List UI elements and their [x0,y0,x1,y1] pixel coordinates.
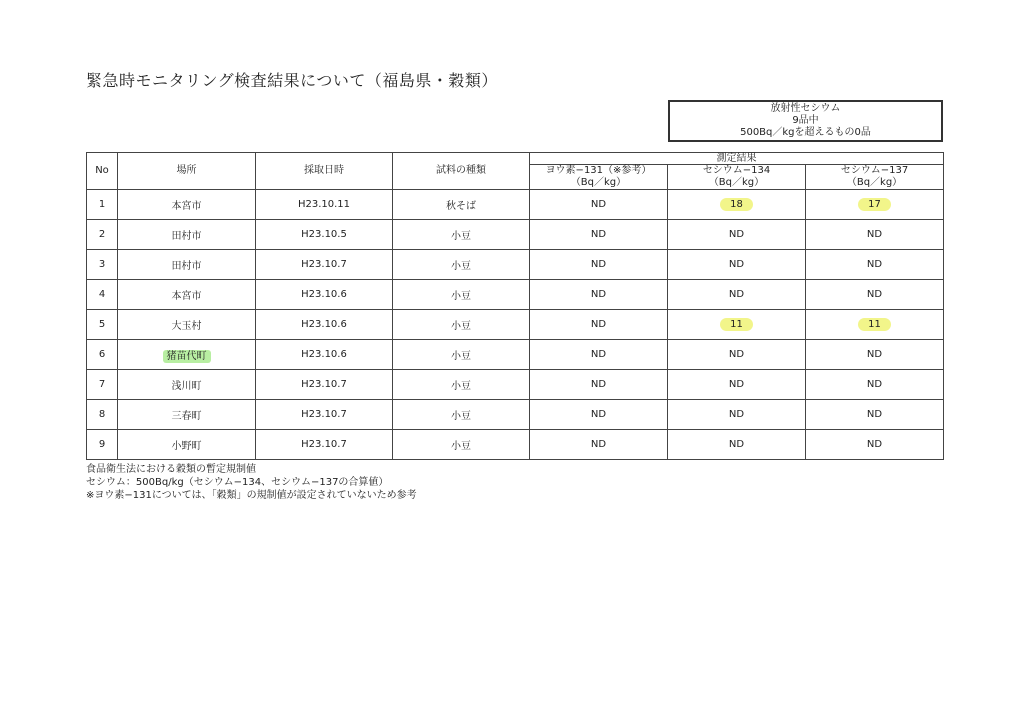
cell-place [118,430,256,460]
cell-cs134 [668,370,806,400]
cell-cs137-value: ND [866,349,883,360]
cell-i131-value: ND [590,199,607,210]
cell-place-value: 浅川町 [171,381,202,392]
table-row [87,430,944,460]
cell-cs137-value: ND [866,289,883,300]
cell-place-value: 本宮市 [171,291,202,302]
cell-no-value: 1 [98,199,106,210]
table-row [87,370,944,400]
cell-place [118,280,256,310]
table-row [87,220,944,250]
cell-place [118,190,256,220]
cell-sample-value: 秋そば [446,201,476,212]
header-no: No [87,153,118,190]
cell-cs134 [668,340,806,370]
cell-date-value: H23.10.7 [301,439,347,450]
cell-date-value: H23.10.6 [301,289,347,300]
cell-cs137 [806,310,944,340]
cell-place [118,310,256,340]
cell-no-value: 3 [98,259,106,270]
cell-sample [393,190,530,220]
header-sample: 試料の種類 [393,153,530,190]
cell-cs137-value: ND [866,379,883,390]
cell-i131-value: ND [590,259,607,270]
cell-date-value: H23.10.11 [297,199,351,210]
cell-i131 [530,220,668,250]
cell-sample-value: 小豆 [451,441,471,452]
cell-no [87,190,118,220]
cell-cs137-value: ND [866,409,883,420]
cell-sample [393,340,530,370]
cell-place-value: 三春町 [171,411,202,422]
cell-place [118,370,256,400]
cell-cs134-value: ND [728,229,745,240]
footnote-2: セシウム：500Bq/kg（セシウム−134、セシウム−137の合算値） [86,477,389,488]
cell-no-value: 7 [98,379,106,390]
cell-cs134-value: ND [728,349,745,360]
cell-date [256,370,393,400]
cell-date [256,190,393,220]
cell-i131-value: ND [590,319,607,330]
cell-no [87,280,118,310]
cell-no [87,400,118,430]
results-table [86,152,944,460]
header-date: 採取日時 [256,153,393,190]
table-row [87,250,944,280]
table-row [87,280,944,310]
cell-i131-value: ND [590,379,607,390]
header-cs137: セシウム−137 [806,165,944,178]
cell-cs137-value: ND [866,439,883,450]
cell-place [118,250,256,280]
cell-cs137 [806,340,944,370]
summary-line-2: 9品中 [792,115,819,126]
cell-i131-value: ND [590,409,607,420]
cell-sample-value: 小豆 [451,351,471,362]
cell-cs137 [806,430,944,460]
cell-i131-value: ND [590,229,607,240]
cell-cs137 [806,190,944,220]
cell-i131 [530,370,668,400]
cell-no [87,430,118,460]
cell-place-value: 本宮市 [171,201,202,212]
cell-i131 [530,250,668,280]
footnote-3: ※ヨウ素−131については、「穀類」の規制値が設定されていないため参考 [86,490,417,501]
cell-date [256,250,393,280]
cell-cs134-value: ND [728,289,745,300]
cell-place [118,340,256,370]
cell-cs134 [668,250,806,280]
cell-no [87,340,118,370]
header-unit-cs137: （Bq／kg） [806,177,944,190]
cell-date [256,340,393,370]
cell-i131 [530,280,668,310]
cell-i131-value: ND [590,439,607,450]
cell-cs137 [806,220,944,250]
cell-no-value: 6 [98,349,106,360]
summary-line-1: 放射性セシウム [770,103,841,114]
header-unit-iodine: （Bq／kg） [530,177,668,190]
cell-no [87,370,118,400]
cell-date-value: H23.10.5 [301,229,347,240]
cell-place-value: 猪苗代町 [163,350,211,363]
cell-sample [393,310,530,340]
cell-cs134-value: ND [728,409,745,420]
cell-cs137 [806,280,944,310]
table-row [87,400,944,430]
cell-cs134-value: ND [728,439,745,450]
cell-sample [393,400,530,430]
cell-cs137-value: 11 [858,318,891,331]
cell-sample-value: 小豆 [451,411,471,422]
cell-cs137-value: ND [866,259,883,270]
cell-date [256,400,393,430]
cell-date-value: H23.10.7 [301,409,347,420]
cell-place [118,400,256,430]
footnotes [86,463,417,502]
cell-date [256,430,393,460]
cell-cs134 [668,280,806,310]
cell-cs137-value: ND [866,229,883,240]
cell-cs134-value: 18 [720,198,753,211]
cell-cs134 [668,220,806,250]
cell-sample [393,430,530,460]
cell-cs134-value: ND [728,379,745,390]
cell-place-value: 大玉村 [171,321,202,332]
table-body [87,190,944,460]
footnote-1: 食品衛生法における穀類の暫定規制値 [86,464,256,475]
cell-cs134 [668,190,806,220]
cell-cs137-value: 17 [858,198,891,211]
cell-no [87,310,118,340]
cell-sample-value: 小豆 [451,291,471,302]
cell-date-value: H23.10.6 [301,349,347,360]
table-row [87,340,944,370]
cell-cs134-value: ND [728,259,745,270]
page-title: 緊急時モニタリング検査結果について（福島県・穀類） [86,71,498,90]
cell-no-value: 8 [98,409,106,420]
cell-place-value: 小野町 [171,441,202,452]
cell-cs134 [668,310,806,340]
cell-no [87,220,118,250]
cell-no-value: 5 [98,319,106,330]
header-iodine: ヨウ素−131（※参考） [530,165,668,178]
cell-sample-value: 小豆 [451,231,471,242]
cell-date-value: H23.10.7 [301,259,347,270]
cell-place-value: 田村市 [171,231,202,242]
header-unit-cs134: （Bq／kg） [668,177,806,190]
cell-i131 [530,340,668,370]
cell-cs137 [806,400,944,430]
cell-place [118,220,256,250]
cell-cs137 [806,370,944,400]
cell-sample-value: 小豆 [451,321,471,332]
cell-sample-value: 小豆 [451,381,471,392]
cell-date-value: H23.10.7 [301,379,347,390]
cell-no-value: 4 [98,289,106,300]
cell-date-value: H23.10.6 [301,319,347,330]
cell-cs134 [668,430,806,460]
cell-date [256,280,393,310]
header-place: 場所 [118,153,256,190]
table-row [87,190,944,220]
cell-cs134-value: 11 [720,318,753,331]
cell-i131 [530,400,668,430]
cell-cs134 [668,400,806,430]
cell-sample [393,280,530,310]
cell-i131-value: ND [590,289,607,300]
summary-box [668,100,943,142]
cell-date [256,220,393,250]
cell-i131 [530,190,668,220]
cell-sample-value: 小豆 [451,261,471,272]
cell-cs137 [806,250,944,280]
cell-no-value: 2 [98,229,106,240]
cell-i131 [530,310,668,340]
cell-place-value: 田村市 [171,261,202,272]
header-cs134: セシウム−134 [668,165,806,178]
cell-no [87,250,118,280]
cell-date [256,310,393,340]
cell-sample [393,370,530,400]
table-row [87,310,944,340]
header-results: 測定結果 [530,153,944,165]
summary-line-3: 500Bq／kgを超えるもの0品 [740,127,871,138]
cell-no-value: 9 [98,439,106,450]
cell-i131 [530,430,668,460]
cell-sample [393,220,530,250]
cell-sample [393,250,530,280]
cell-i131-value: ND [590,349,607,360]
